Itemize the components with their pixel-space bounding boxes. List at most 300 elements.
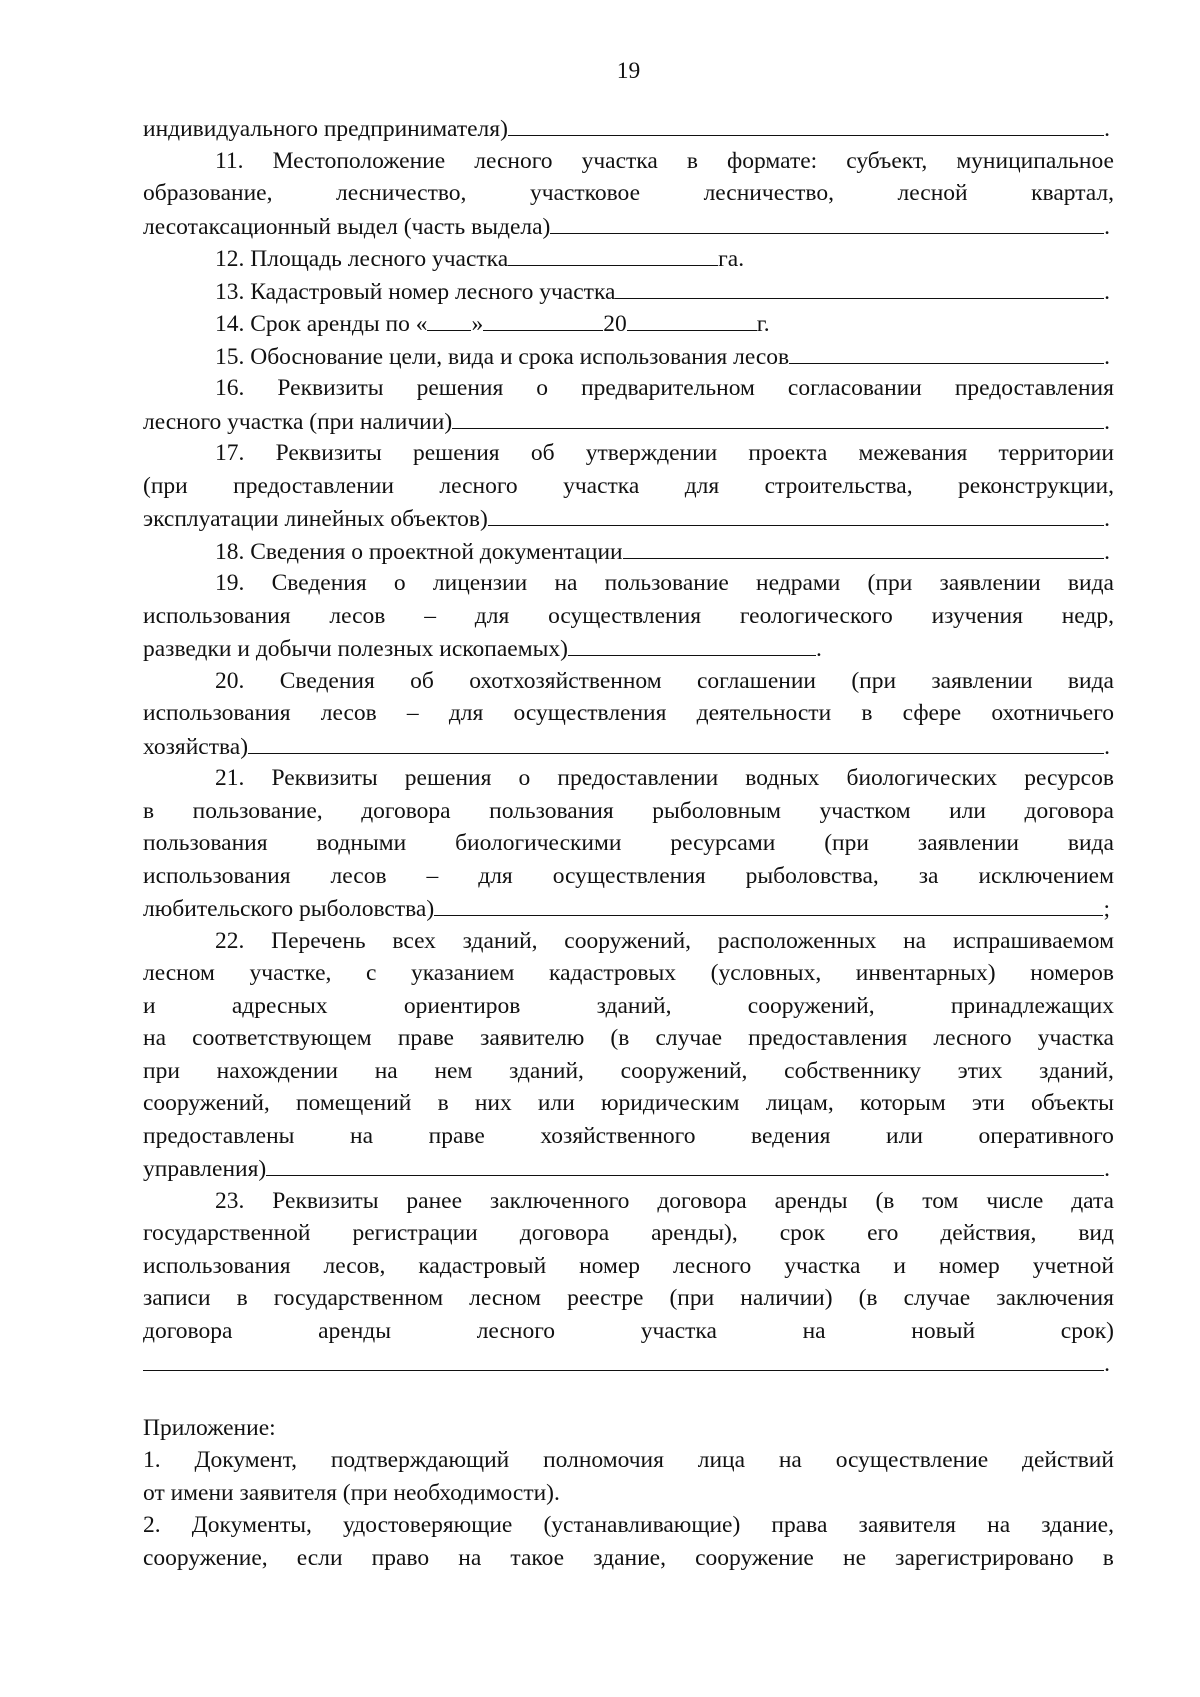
- text-word: формате:: [727, 147, 818, 174]
- text-word: Документ,: [194, 1447, 297, 1473]
- text-word: лесного: [476, 1317, 556, 1344]
- text-word: об: [530, 440, 555, 466]
- text-word: вида: [1067, 570, 1114, 596]
- text-segment: от имени заявителя (при необходимости).: [143, 1479, 560, 1506]
- text-word: 2.: [143, 1512, 161, 1538]
- text-word: вида: [1067, 830, 1114, 856]
- text-word: аренды: [774, 1187, 848, 1214]
- text-word: лицам,: [765, 1090, 834, 1116]
- text-word: Документы,: [191, 1512, 312, 1538]
- text-line: [143, 1542, 1114, 1575]
- text-word: аренды),: [651, 1220, 738, 1246]
- text-word: (при: [851, 667, 897, 694]
- text-word: предоставлении: [233, 472, 394, 499]
- text-line: [143, 600, 1114, 633]
- text-word: праве: [428, 1122, 485, 1149]
- text-word: предоставлены: [143, 1122, 295, 1149]
- text-line: [143, 697, 1114, 730]
- text-word: лесничество,: [703, 180, 834, 206]
- text-word: решения: [412, 440, 500, 466]
- text-word: заявителю: [480, 1025, 585, 1051]
- text-word: в: [437, 1090, 449, 1116]
- text-word: лесной: [897, 180, 968, 206]
- text-word: утверждении: [585, 440, 718, 466]
- text-word: на: [802, 1317, 826, 1344]
- text-word: Реквизиты: [271, 765, 378, 791]
- text-word: сооружений,: [747, 992, 875, 1019]
- text-word: договора: [657, 1187, 747, 1214]
- text-line: [143, 307, 1114, 340]
- text-word: действия,: [940, 1220, 1037, 1246]
- text-word: нем: [434, 1057, 473, 1084]
- blank-field-line[interactable]: [143, 1347, 1104, 1371]
- text-line: [143, 567, 1114, 600]
- text-word: 23.: [215, 1187, 245, 1214]
- text-word: ресурсами: [670, 830, 776, 856]
- text-word: сооружение,: [143, 1544, 268, 1571]
- text-line: [143, 340, 1114, 373]
- text-word: подтверждающий: [330, 1447, 510, 1473]
- text-word: этих: [957, 1057, 1003, 1084]
- text-word: или: [949, 797, 987, 824]
- text-segment: 12. Площадь лесного участка: [215, 246, 509, 272]
- blank-field-line[interactable]: [248, 730, 1104, 754]
- text-word: геологического: [739, 602, 893, 629]
- text-word: пользования: [489, 797, 614, 824]
- text-line: [143, 1347, 1114, 1380]
- text-word: договора: [361, 797, 451, 824]
- text-word: согласовании: [787, 375, 922, 401]
- text-word: осуществление: [835, 1447, 989, 1473]
- text-word: вида: [1067, 667, 1114, 694]
- text-word: (при: [669, 1285, 715, 1311]
- text-word: для: [448, 700, 484, 726]
- text-word: кадастровый: [418, 1252, 547, 1279]
- blank-field-line[interactable]: [568, 632, 816, 656]
- text-line: [143, 405, 1114, 438]
- line-end-punct: .: [1104, 506, 1110, 532]
- text-word: оперативного: [978, 1122, 1114, 1149]
- text-word: сооружение: [695, 1544, 814, 1571]
- text-word: осуществления: [513, 700, 667, 726]
- text-word: сооружений,: [620, 1057, 748, 1084]
- text-word: зданий,: [596, 992, 672, 1019]
- text-word: его: [867, 1220, 899, 1246]
- text-line: [143, 990, 1114, 1023]
- text-word: лесного: [672, 1252, 752, 1279]
- text-word: лесов: [320, 700, 377, 726]
- text-word: праве: [397, 1025, 454, 1051]
- blank-field-line[interactable]: [427, 307, 471, 331]
- text-word: зданий,: [462, 927, 538, 954]
- text-word: недр,: [1061, 602, 1114, 629]
- text-word: государственной: [143, 1220, 311, 1246]
- text-word: с: [365, 960, 377, 986]
- text-word: соглашении: [696, 667, 816, 694]
- text-line: [143, 1315, 1114, 1348]
- text-word: записи: [143, 1285, 211, 1311]
- text-segment: индивидуального предпринимателя): [143, 116, 508, 142]
- text-word: принадлежащих: [950, 992, 1114, 1019]
- text-word: межевания: [858, 440, 968, 466]
- line-end-punct: .: [1104, 1351, 1110, 1377]
- text-word: –: [426, 862, 439, 889]
- text-line: [143, 827, 1114, 860]
- text-word: числе: [986, 1187, 1044, 1214]
- text-line: [143, 177, 1114, 210]
- blank-field-line[interactable]: [266, 1152, 1104, 1176]
- text-word: на: [554, 570, 578, 596]
- text-word: заявлении: [917, 830, 1019, 856]
- text-word: Местоположение: [272, 147, 446, 174]
- text-line: [143, 1412, 1114, 1445]
- text-word: действий: [1022, 1447, 1114, 1473]
- line-end-punct: .: [1104, 538, 1110, 565]
- blank-field-line[interactable]: [627, 307, 757, 331]
- text-word: заявителя: [858, 1512, 956, 1538]
- text-word: том: [922, 1187, 959, 1214]
- text-word: лесного: [439, 472, 518, 499]
- text-segment: лесного участка (при наличии): [143, 408, 453, 435]
- text-word: Сведения: [271, 570, 367, 596]
- text-word: лесном: [143, 960, 215, 986]
- text-word: 20.: [215, 667, 245, 694]
- text-word: (в: [610, 1025, 630, 1051]
- text-word: участком: [819, 797, 911, 824]
- text-segment: 14. Срок аренды по «: [215, 311, 428, 337]
- text-word: случае: [655, 1025, 723, 1051]
- text-segment: любительского рыболовства): [143, 896, 435, 922]
- text-word: недрами: [756, 570, 841, 596]
- text-word: которым: [859, 1090, 946, 1116]
- text-word: полномочия: [543, 1447, 664, 1473]
- text-word: (условных,: [710, 960, 822, 986]
- text-word: изучения: [931, 602, 1023, 629]
- text-word: пользование,: [192, 797, 323, 824]
- text-word: объекты: [1031, 1090, 1114, 1116]
- text-word: при: [143, 1057, 180, 1084]
- text-word: 21.: [215, 765, 245, 791]
- text-word: водными: [316, 830, 407, 856]
- text-word: срок: [779, 1220, 826, 1246]
- line-end-punct: .: [1104, 343, 1110, 370]
- text-word: эти: [971, 1090, 1005, 1116]
- text-word: рыболовства,: [745, 862, 879, 889]
- text-word: решения: [416, 375, 504, 401]
- text-word: о: [393, 570, 406, 596]
- blank-field-line[interactable]: [483, 307, 603, 331]
- text-word: использования: [143, 1252, 291, 1279]
- text-word: всех: [392, 927, 436, 954]
- text-line: [143, 730, 1114, 763]
- text-word: ориентиров: [403, 992, 521, 1019]
- text-word: в: [861, 700, 873, 726]
- text-word: 19.: [215, 570, 245, 596]
- text-word: осуществления: [548, 602, 702, 629]
- text-word: –: [406, 700, 419, 726]
- line-end-punct: ;: [1103, 896, 1110, 922]
- text-segment: г.: [756, 311, 770, 337]
- line-end-punct: .: [1104, 213, 1110, 240]
- text-word: лица: [697, 1447, 746, 1473]
- year-prefix: 20: [603, 311, 627, 337]
- text-word: заключенного: [489, 1187, 630, 1214]
- text-word: зданий,: [1039, 1057, 1114, 1084]
- text-word: использования: [143, 700, 291, 726]
- text-word: заявлении: [931, 667, 1033, 694]
- blank-field-line[interactable]: [623, 535, 1105, 559]
- text-word: указанием: [411, 960, 515, 986]
- text-word: и: [143, 992, 156, 1019]
- text-segment: хозяйства): [143, 733, 249, 760]
- line-end-punct: .: [1104, 116, 1110, 142]
- text-word: лесничество,: [336, 180, 467, 206]
- text-word: договора: [1024, 797, 1114, 824]
- text-word: территории: [998, 440, 1114, 466]
- text-word: помещений: [295, 1090, 412, 1116]
- text-word: 11.: [215, 147, 244, 174]
- text-word: не: [843, 1544, 867, 1571]
- text-word: в: [686, 147, 698, 174]
- text-word: номер: [579, 1252, 641, 1279]
- text-word: (устанавливающие): [543, 1512, 741, 1538]
- text-line: [143, 1444, 1114, 1477]
- text-line: [143, 210, 1114, 243]
- text-word: на: [374, 1057, 398, 1084]
- text-word: биологических: [846, 765, 998, 791]
- text-word: наличии): [740, 1285, 833, 1311]
- text-word: охотхозяйственном: [469, 667, 662, 694]
- text-line: [143, 1120, 1114, 1153]
- text-word: на: [350, 1122, 374, 1149]
- text-line: [143, 957, 1114, 990]
- text-word: срок): [1060, 1317, 1114, 1344]
- text-word: ведения: [751, 1122, 831, 1149]
- text-word: ресурсов: [1024, 765, 1114, 791]
- text-word: инвентарных): [855, 960, 996, 986]
- text-word: биологическими: [455, 830, 622, 856]
- text-word: участка: [784, 1252, 861, 1279]
- text-word: (при: [867, 570, 913, 596]
- text-word: лесном: [469, 1285, 542, 1311]
- text-word: строительства,: [764, 472, 913, 499]
- text-word: (в: [875, 1187, 895, 1214]
- text-word: юридическим: [600, 1090, 740, 1116]
- line-end-punct: .: [815, 636, 822, 662]
- text-word: номеров: [1030, 960, 1114, 986]
- text-line: [143, 112, 1114, 145]
- text-word: если: [296, 1544, 343, 1571]
- text-line: [143, 632, 1114, 665]
- area-unit: га.: [718, 246, 745, 272]
- text-word: номер: [938, 1252, 1000, 1279]
- text-word: учетной: [1032, 1252, 1114, 1279]
- text-line: [143, 1022, 1114, 1055]
- text-word: использования: [143, 862, 291, 889]
- text-word: участка: [581, 147, 658, 174]
- text-word: хозяйственного: [540, 1122, 696, 1149]
- blank-spacer: [143, 1380, 1114, 1412]
- text-line: [143, 372, 1114, 405]
- text-word: Реквизиты: [272, 1187, 379, 1214]
- text-line: [143, 665, 1114, 698]
- text-line: [143, 145, 1114, 178]
- text-word: удостоверяющие: [343, 1512, 513, 1538]
- blank-field-line[interactable]: [488, 502, 1104, 526]
- text-line: [143, 1477, 1114, 1510]
- text-word: нахождении: [216, 1057, 339, 1084]
- text-word: участке,: [249, 960, 332, 986]
- text-word: реконструкции,: [958, 472, 1114, 499]
- text-word: собственнику: [784, 1057, 921, 1084]
- text-word: охотничьего: [991, 700, 1114, 726]
- text-line: [143, 860, 1114, 893]
- text-word: проекта: [748, 440, 828, 466]
- text-word: предоставления: [748, 1025, 908, 1051]
- text-word: для: [474, 602, 510, 629]
- text-word: государственном: [273, 1285, 444, 1311]
- text-line: [143, 762, 1114, 795]
- text-word: договора: [519, 1220, 610, 1246]
- text-word: здание,: [593, 1544, 666, 1571]
- text-word: лесов: [329, 602, 386, 629]
- text-word: на: [143, 1025, 167, 1051]
- text-word: предварительном: [581, 375, 755, 401]
- text-segment: »: [471, 311, 484, 337]
- text-word: для: [684, 472, 720, 499]
- text-word: зарегистрировано: [895, 1544, 1074, 1571]
- text-segment: Приложение:: [143, 1414, 276, 1441]
- text-line: [143, 892, 1114, 925]
- text-line: [143, 795, 1114, 828]
- line-end-punct: .: [1104, 1156, 1110, 1182]
- text-word: (в: [858, 1285, 878, 1311]
- text-word: 16.: [215, 375, 245, 401]
- text-word: участка: [1037, 1025, 1114, 1051]
- text-word: 22.: [215, 927, 245, 954]
- text-word: сфере: [902, 700, 962, 726]
- text-word: лесов,: [323, 1252, 386, 1279]
- text-word: (при: [143, 472, 188, 499]
- text-line: [143, 470, 1114, 503]
- text-segment: эксплуатации линейных объектов): [143, 506, 488, 532]
- text-word: случае: [903, 1285, 971, 1311]
- text-word: лицензии: [432, 570, 528, 596]
- text-line: [143, 1087, 1114, 1120]
- text-segment: управления): [143, 1156, 267, 1182]
- text-word: предоставлении: [557, 765, 719, 791]
- text-word: или: [537, 1090, 575, 1116]
- blank-field-line[interactable]: [508, 242, 718, 266]
- text-line: [143, 925, 1114, 958]
- text-word: такое: [510, 1544, 565, 1571]
- text-word: Перечень: [271, 927, 366, 954]
- text-line: [143, 437, 1114, 470]
- text-word: (при: [824, 830, 869, 856]
- text-word: квартал,: [1031, 180, 1114, 206]
- text-word: договора: [143, 1317, 233, 1344]
- text-word: на: [903, 927, 927, 954]
- text-word: сооружений,: [143, 1090, 270, 1116]
- text-word: расположенных: [717, 927, 877, 954]
- text-word: об: [410, 667, 434, 694]
- text-word: пользования: [143, 830, 268, 856]
- text-word: Реквизиты: [277, 375, 384, 401]
- text-word: заявлении: [939, 570, 1041, 596]
- text-line: [143, 1152, 1114, 1185]
- text-word: лесов: [330, 862, 387, 889]
- text-line: [143, 502, 1114, 535]
- blank-field-line[interactable]: [508, 112, 1104, 136]
- text-word: регистрации: [352, 1220, 478, 1246]
- text-line: [143, 1055, 1114, 1088]
- text-word: ранее: [406, 1187, 463, 1214]
- text-word: субъект,: [846, 147, 928, 174]
- text-line: [143, 1185, 1114, 1218]
- text-word: на: [987, 1512, 1011, 1538]
- text-word: вид: [1078, 1220, 1114, 1246]
- blank-field-line[interactable]: [789, 340, 1104, 364]
- text-word: них: [474, 1090, 512, 1116]
- text-line: [143, 1217, 1114, 1250]
- blank-field-line[interactable]: [550, 210, 1104, 234]
- text-line: [143, 535, 1114, 568]
- page-number: 19: [616, 58, 641, 84]
- text-line: [143, 1250, 1114, 1283]
- document-body: [143, 112, 1114, 1574]
- text-word: о: [536, 375, 549, 401]
- text-word: в: [1102, 1544, 1114, 1571]
- text-line: [143, 242, 1114, 275]
- text-word: Реквизиты: [275, 440, 382, 466]
- text-word: участковое: [529, 180, 641, 206]
- text-word: лесного: [474, 147, 553, 174]
- text-word: заключения: [996, 1285, 1114, 1311]
- text-word: участка: [563, 472, 640, 499]
- text-word: водных: [745, 765, 820, 791]
- text-word: кадастровых: [549, 960, 677, 986]
- text-word: зданий,: [509, 1057, 584, 1084]
- text-segment: 13. Кадастровый номер лесного участка: [215, 278, 616, 305]
- text-word: на: [778, 1447, 802, 1473]
- text-word: право: [371, 1544, 430, 1571]
- text-word: 1.: [143, 1447, 161, 1473]
- text-word: дата: [1071, 1187, 1114, 1214]
- text-segment: лесотаксационный выдел (часть выдела): [143, 213, 551, 240]
- text-line: [143, 275, 1114, 308]
- text-word: пользование: [604, 570, 729, 596]
- text-word: в: [236, 1285, 248, 1311]
- blank-field-line[interactable]: [615, 275, 1104, 299]
- text-segment: разведки и добычи полезных ископаемых): [143, 636, 568, 662]
- text-word: или: [886, 1122, 923, 1149]
- blank-field-line[interactable]: [452, 405, 1104, 429]
- text-word: сооружений,: [564, 927, 692, 954]
- text-word: в: [143, 797, 155, 824]
- line-end-punct: .: [1104, 733, 1110, 760]
- text-word: образование,: [143, 180, 273, 206]
- blank-field-line[interactable]: [434, 892, 1103, 916]
- line-end-punct: .: [1104, 278, 1110, 305]
- text-word: соответствующем: [192, 1025, 372, 1051]
- text-word: предоставления: [954, 375, 1114, 401]
- text-word: рыболовным: [652, 797, 781, 824]
- text-word: права: [771, 1512, 828, 1538]
- text-word: участка: [640, 1317, 717, 1344]
- text-word: на: [458, 1544, 482, 1571]
- text-word: адресных: [231, 992, 328, 1019]
- text-line: [143, 1282, 1114, 1315]
